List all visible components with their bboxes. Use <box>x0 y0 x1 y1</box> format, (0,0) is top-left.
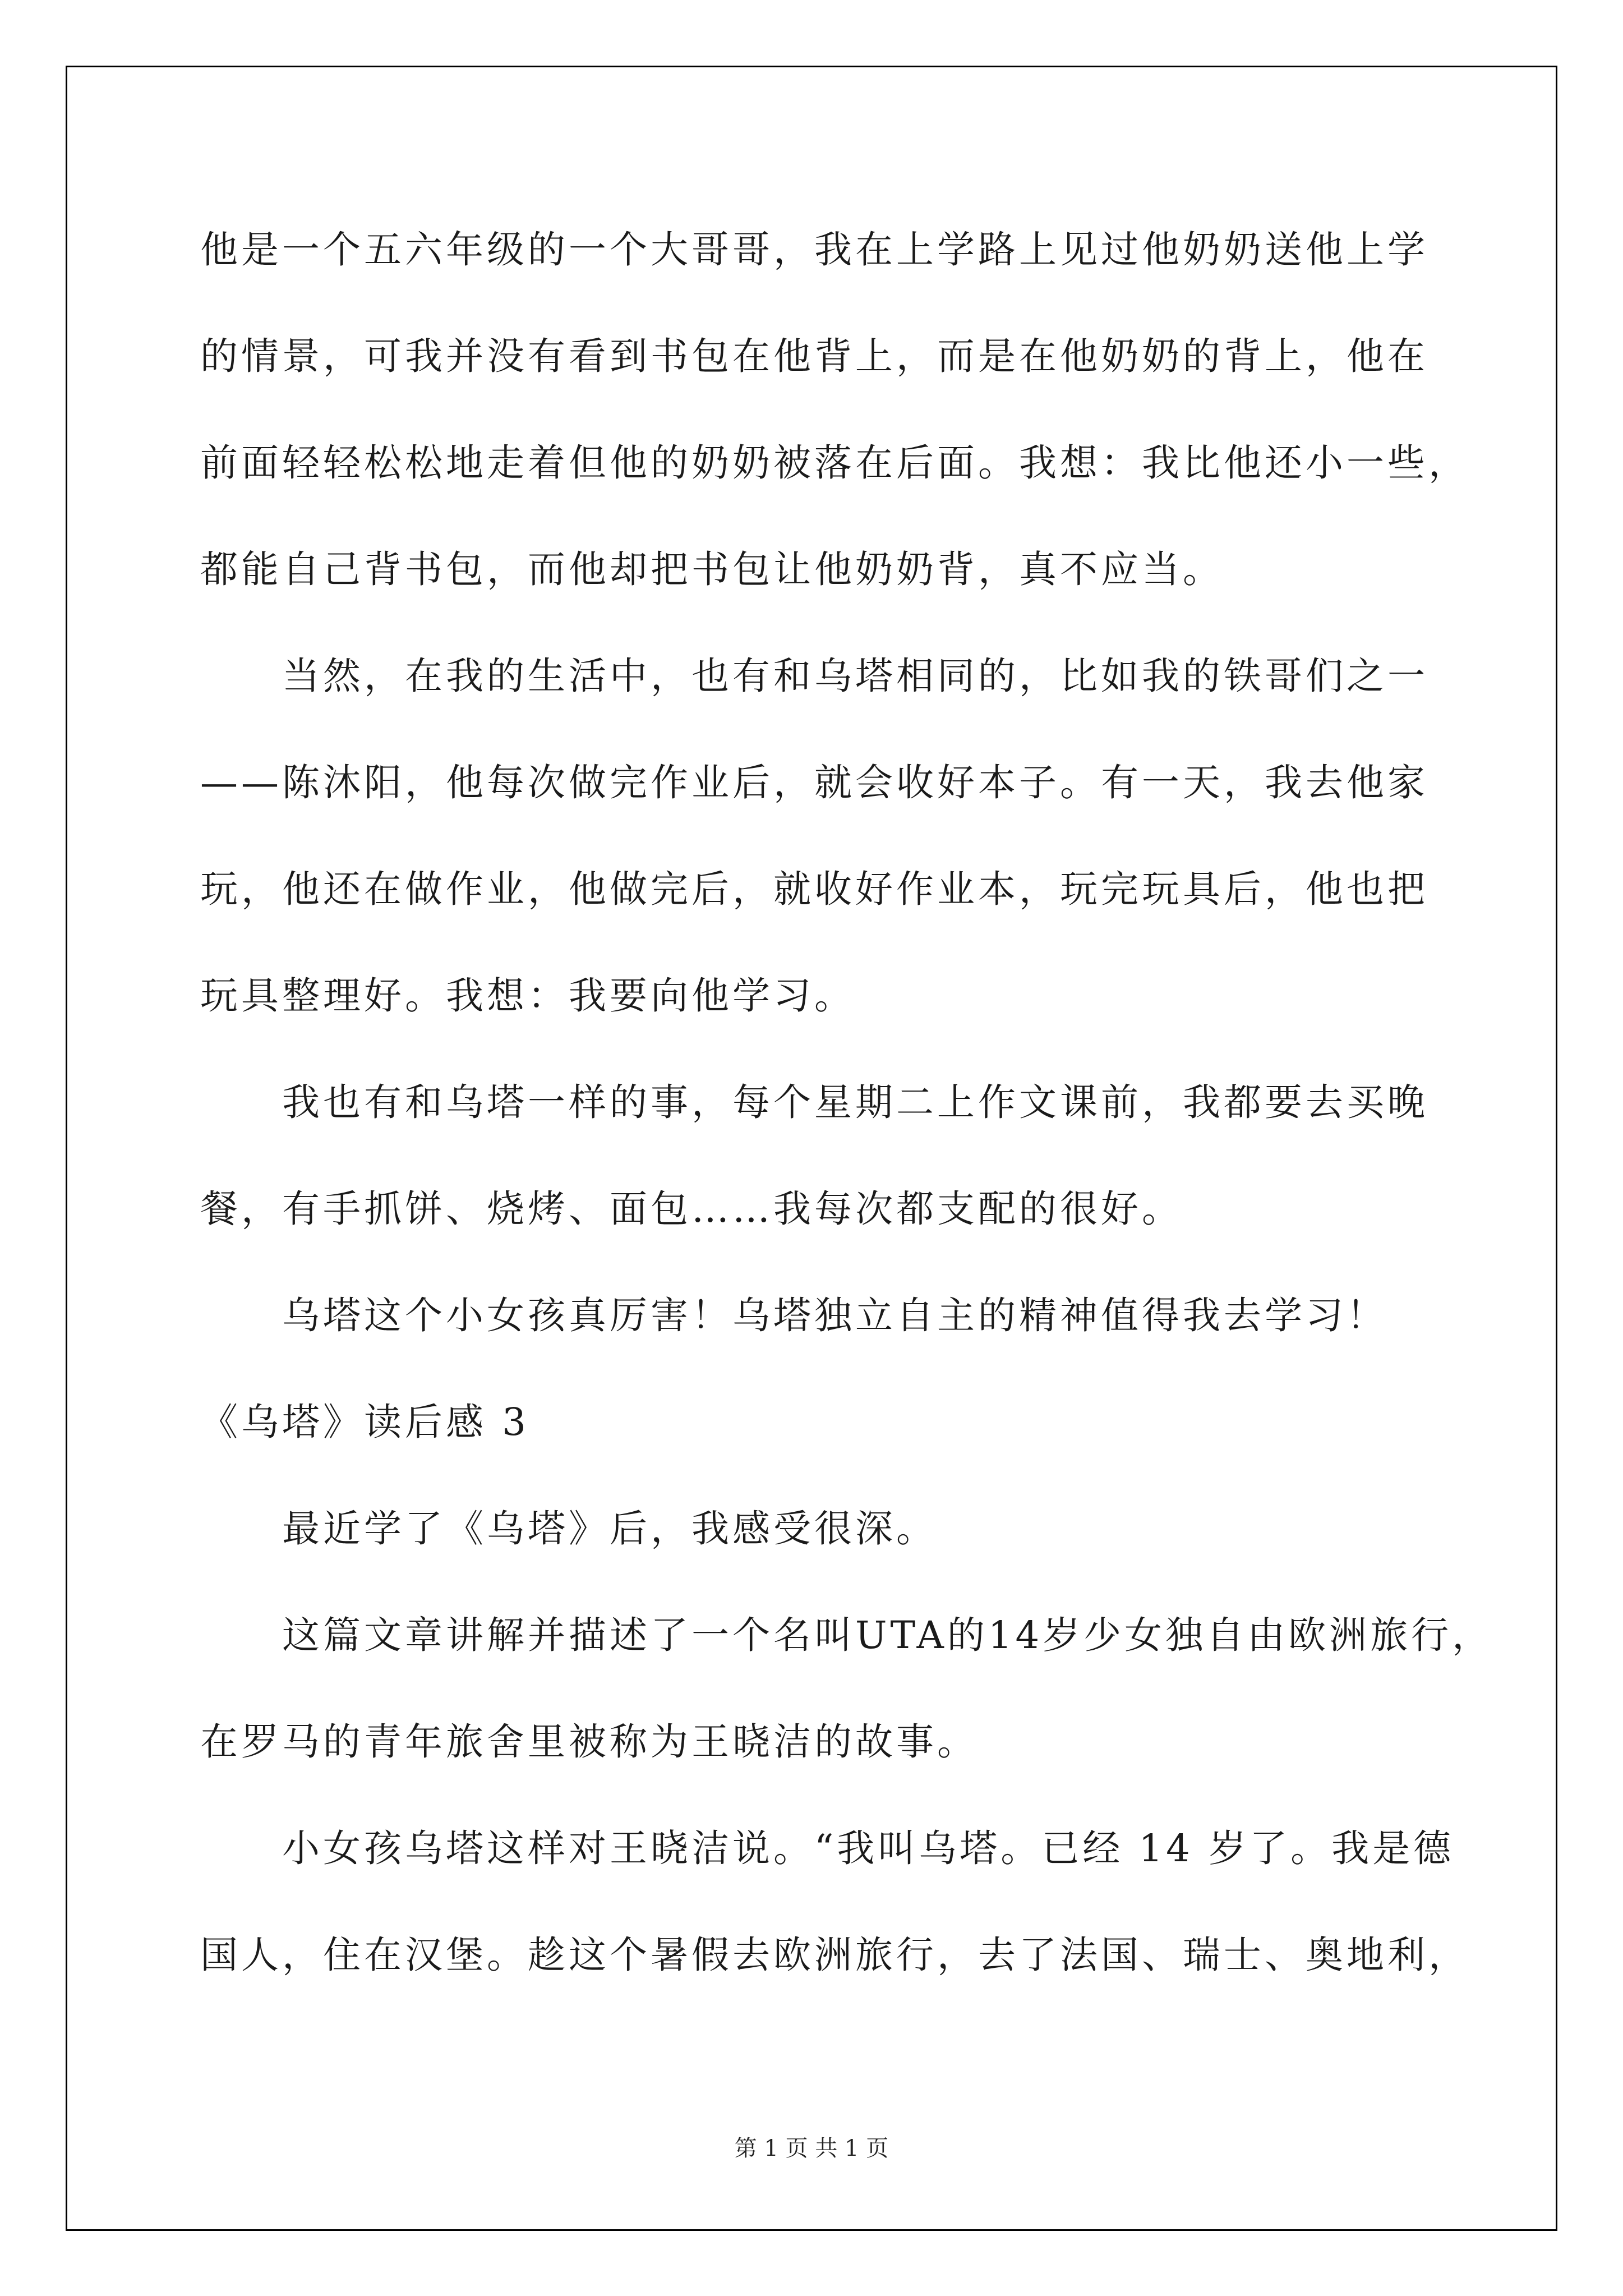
text-line: 最近学了《乌塔》后，我感受很深。 <box>282 1507 937 1550</box>
text-line: 餐，有手抓饼、烧烤、面包……我每次都支配的很好。 <box>200 1187 1183 1231</box>
text-line: 在罗马的青年旅舍里被称为王晓洁的故事。 <box>200 1720 978 1764</box>
text-line: ——陈沐阳，他每次做完作业后，就会收好本子。有一天，我去他家 <box>200 761 1428 804</box>
text-line: 玩具整理好。我想：我要向他学习。 <box>200 974 855 1018</box>
text-line: 都能自己背书包，而他却把书包让他奶奶背，真不应当。 <box>200 547 1224 591</box>
text-line: 前面轻轻松松地走着但他的奶奶被落在后面。我想：我比他还小一些， <box>200 441 1469 485</box>
text-line: 玩，他还在做作业，他做完后，就收好作业本，玩完玩具后，他也把 <box>200 867 1428 911</box>
text-line: 小女孩乌塔这样对王晓洁说。“我叫乌塔。已经 14 岁了。我是德 <box>282 1826 1455 1870</box>
text-line: 乌塔这个小女孩真厉害！乌塔独立自主的精神值得我去学习！ <box>282 1294 1387 1337</box>
text-line: 当然，在我的生活中，也有和乌塔相同的，比如我的铁哥们之一 <box>282 654 1428 698</box>
text-line: 我也有和乌塔一样的事，每个星期二上作文课前，我都要去买晚 <box>282 1080 1428 1124</box>
section-heading: 《乌塔》读后感 3 <box>200 1400 529 1444</box>
text-line: 这篇文章讲解并描述了一个名叫UTA的14岁少女独自由欧洲旅行， <box>282 1613 1493 1657</box>
text-line: 的情景，可我并没有看到书包在他背上，而是在他奶奶的背上，他在 <box>200 334 1428 378</box>
text-line: 国人，住在汉堡。趁这个暑假去欧洲旅行，去了法国、瑞士、奥地利， <box>200 1933 1469 1977</box>
page-border <box>66 66 1557 2231</box>
page-footer: 第 1 页 共 1 页 <box>734 2136 889 2161</box>
text-line: 他是一个五六年级的一个大哥哥，我在上学路上见过他奶奶送他上学 <box>200 228 1428 272</box>
